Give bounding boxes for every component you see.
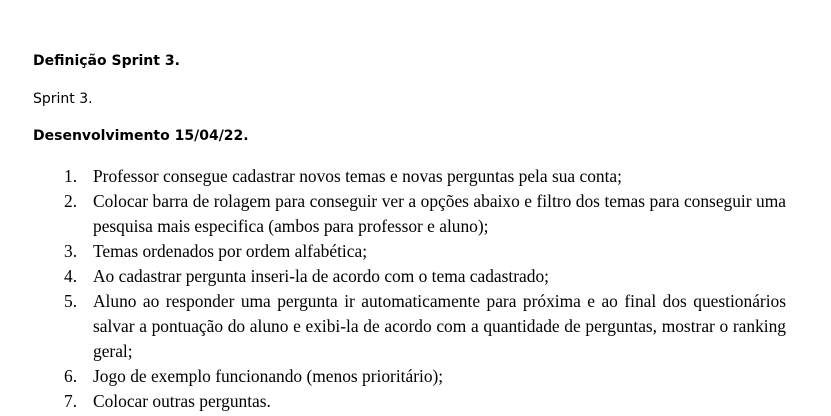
list-item-text: Ao cadastrar pergunta inseri-la de acordo com o tema cadastrado;	[93, 266, 549, 286]
section-heading-development: Desenvolvimento 15/04/22.	[33, 128, 249, 144]
list-item-text: Professor consegue cadastrar novos temas e novas perguntas pela sua conta;	[93, 166, 622, 186]
list-item-number: 2.	[64, 191, 78, 211]
list-item	[60, 239, 786, 264]
list-item-number: 3.	[64, 241, 78, 261]
list-item-number: 5.	[64, 291, 78, 311]
list-item-text: Jogo de exemplo funcionando (menos prioritário);	[93, 366, 444, 386]
list-item	[60, 164, 786, 189]
list-item	[60, 189, 786, 239]
list-item-number: 6.	[64, 366, 78, 386]
list-item-text: Colocar barra de rolagem para conseguir ver a opções abaixo e filtro dos temas para conseguir uma pesquisa mais especifica (ambos para professor e aluno);	[93, 191, 786, 236]
list-item-number: 7.	[64, 391, 78, 411]
list-item-text: Aluno ao responder uma pergunta ir automaticamente para próxima e ao final dos questionários salvar a pontuação do aluno e exibi-la de acordo com a quantidade de perguntas, mostrar o ranking geral;	[93, 291, 786, 361]
sprint-paragraph: Sprint 3.	[33, 91, 93, 107]
list-item	[60, 264, 786, 289]
list-item	[60, 364, 786, 389]
section-heading-definition: Definição Sprint 3.	[33, 53, 180, 69]
list-item-number: 1.	[64, 166, 78, 186]
list-item-text: Colocar outras perguntas.	[93, 391, 271, 411]
list-item-number: 4.	[64, 266, 78, 286]
list-item	[60, 389, 786, 414]
list-item-text: Temas ordenados por ordem alfabética;	[93, 241, 368, 261]
list-item	[60, 289, 786, 364]
numbered-list	[60, 164, 786, 414]
